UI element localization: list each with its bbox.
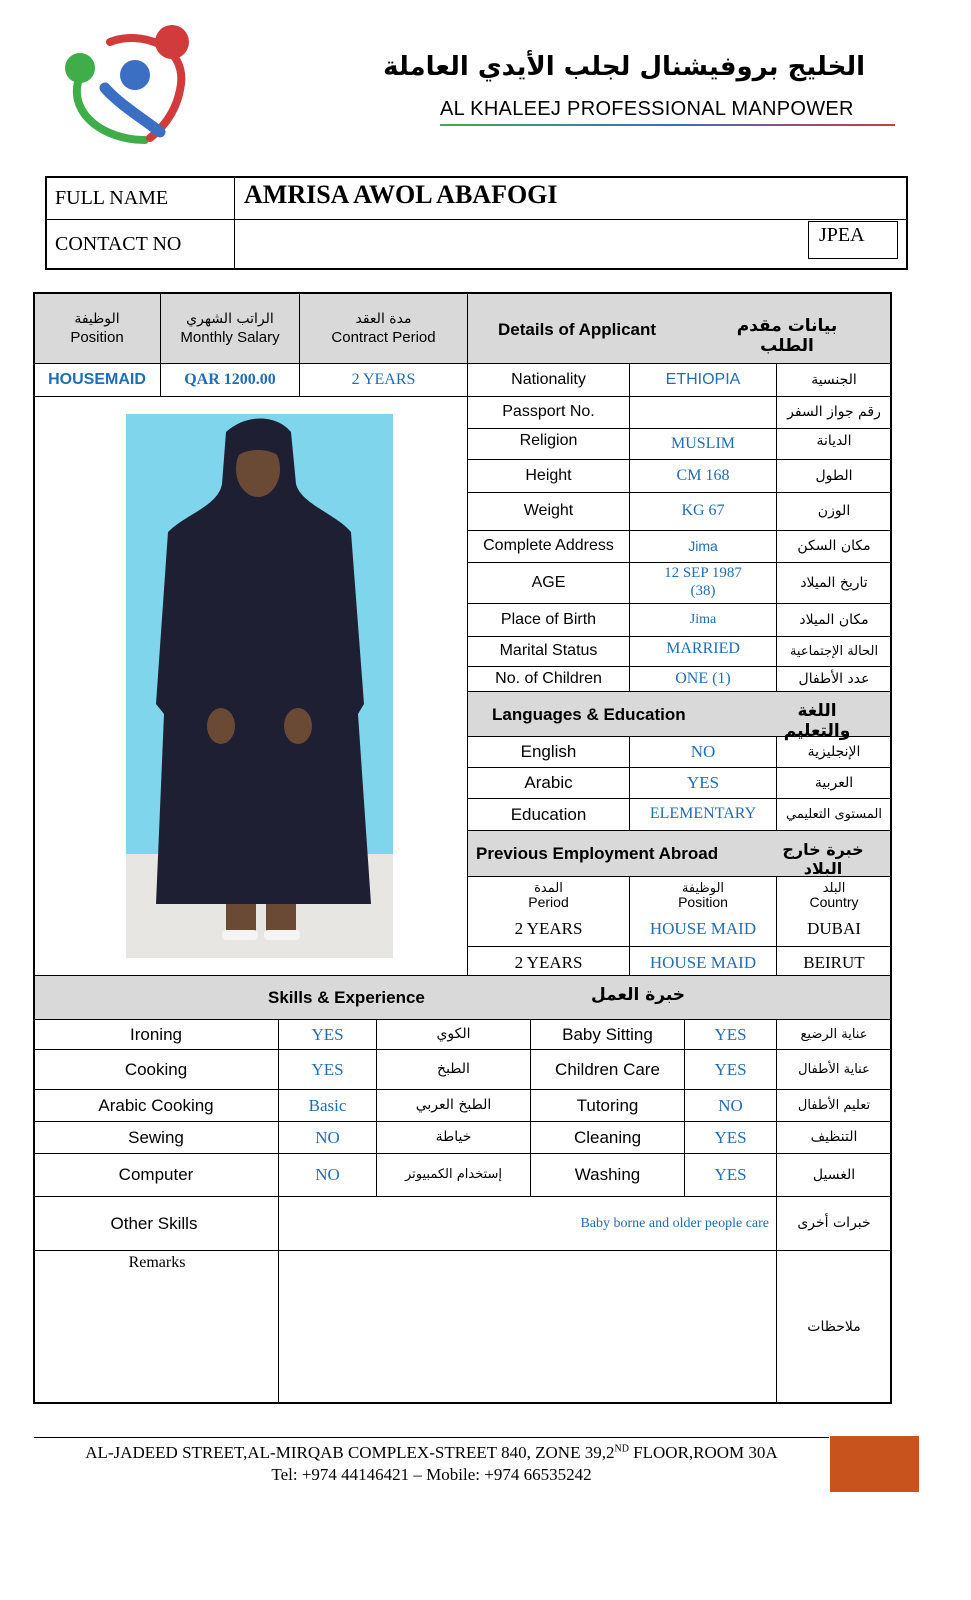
skill-ironing-value: YES [311, 1024, 344, 1044]
height-label: Height [525, 466, 572, 484]
education-label-ar: المستوى التعليمي [786, 806, 882, 822]
birthplace-value: Jima [689, 611, 717, 627]
skill-arabic-cooking-label: Arabic Cooking [98, 1095, 214, 1115]
skill-cleaning-value: YES [714, 1127, 747, 1147]
position-value: HOUSEMAID [48, 370, 146, 388]
remarks-label-ar: ملاحظات [807, 1318, 861, 1335]
marital-label: Marital Status [499, 642, 598, 660]
religion-label: Religion [519, 431, 578, 449]
emp-row-2-country: BEIRUT [803, 953, 865, 973]
skill-babysitting-label: Baby Sitting [562, 1024, 653, 1044]
skill-sewing-label-ar: خياطة [435, 1129, 472, 1146]
address-label-ar: مكان السكن [797, 538, 871, 555]
children-label-ar: عدد الأطفال [798, 670, 870, 687]
skill-tutoring-label: Tutoring [576, 1095, 639, 1115]
company-logo [50, 20, 200, 148]
full-name-label: FULL NAME [55, 187, 169, 209]
emp-row-2-position: HOUSE MAID [649, 953, 757, 973]
languages-title-en: Languages & Education [492, 705, 686, 724]
skill-cooking-label: Cooking [124, 1059, 188, 1079]
footer-divider [34, 1437, 829, 1438]
skill-babysitting-label-ar: عناية الرضيع [800, 1026, 868, 1042]
other-skills-label-ar: خبرات أخرى [797, 1215, 871, 1232]
arabic-value: YES [686, 773, 720, 793]
nationality-label: Nationality [511, 370, 586, 388]
emp-period-header: المدة Period [528, 880, 569, 911]
emp-position-header: الوظيفة Position [678, 880, 728, 911]
contract-period-value: 2 YEARS [351, 370, 416, 388]
emp-row-1-position: HOUSE MAID [649, 919, 757, 939]
other-skills-value: Baby borne and older people care [580, 1216, 769, 1231]
emp-row-1-period: 2 YEARS [514, 919, 583, 939]
details-title-en: Details of Applicant [498, 320, 657, 339]
languages-title-ar: اللغة والتعليم [783, 701, 851, 741]
employment-title-en: Previous Employment Abroad [476, 844, 719, 863]
english-label: English [520, 742, 577, 762]
skills-title-en: Skills & Experience [268, 988, 425, 1007]
age-label: AGE [531, 573, 566, 591]
agency-code-box [808, 221, 898, 259]
education-label: Education [510, 804, 587, 824]
emp-row-2-period: 2 YEARS [514, 953, 583, 973]
emp-row-1-country: DUBAI [807, 919, 861, 939]
footer-address: AL-JADEED STREET,AL-MIRQAB COMPLEX-STREET 840, ZONE 39,2ND FLOOR,ROOM 30A [85, 1443, 778, 1462]
children-value: ONE (1) [675, 669, 731, 687]
footer-accent-block [830, 1436, 919, 1492]
skill-cooking-value: YES [311, 1059, 344, 1079]
skill-washing-label-ar: الغسيل [812, 1166, 856, 1183]
arabic-label: Arabic [524, 773, 573, 793]
position-header: الوظيفة Position [70, 310, 124, 347]
remarks-label: Remarks [128, 1254, 186, 1271]
birthplace-label-ar: مكان الميلاد [799, 611, 869, 628]
skill-childcare-label: Children Care [555, 1059, 660, 1079]
skill-childcare-label-ar: عناية الأطفال [798, 1061, 870, 1077]
salary-value: QAR 1200.00 [184, 370, 276, 388]
religion-label-ar: الديانة [816, 432, 852, 449]
marital-value: MARRIED [666, 639, 740, 657]
weight-label: Weight [523, 502, 574, 520]
skills-title-ar: خبرة العمل [590, 985, 686, 1005]
passport-label: Passport No. [502, 403, 595, 421]
other-skills-label: Other Skills [110, 1213, 198, 1233]
skill-washing-value: YES [714, 1165, 747, 1185]
skill-ironing-label-ar: الكوي [436, 1026, 471, 1043]
skill-arabic-cooking-value: Basic [308, 1095, 347, 1115]
weight-label-ar: الوزن [817, 503, 851, 520]
header-underline-accent [440, 124, 895, 126]
marital-label-ar: الحالة الإجتماعية [789, 643, 879, 659]
footer-phones: Tel: +974 44146421 – Mobile: +974 66535242 [271, 1465, 592, 1484]
arabic-label-ar: العربية [814, 774, 854, 791]
height-value: CM 168 [676, 466, 730, 484]
english-value: NO [690, 742, 716, 762]
age-value [630, 563, 776, 603]
nationality-value: ETHIOPIA [665, 370, 741, 388]
agency-code: JPEA [819, 224, 865, 246]
address-value: Jima [688, 538, 718, 555]
height-label-ar: الطول [815, 467, 853, 484]
skill-ironing-label: Ironing [130, 1024, 182, 1044]
employment-title-ar: خبرة خارج البلاد [782, 840, 864, 878]
skill-childcare-value: YES [714, 1059, 747, 1079]
address-label: Complete Address [483, 537, 614, 555]
skill-babysitting-value: YES [714, 1024, 747, 1044]
contract-period-header: مدة العقد Contract Period [331, 310, 436, 347]
skill-cooking-label-ar: الطبخ [437, 1061, 470, 1078]
skill-computer-label-ar: إستخدام الكمبيوتر [404, 1167, 503, 1183]
english-label-ar: الإنجليزية [807, 743, 861, 760]
skill-cleaning-label-ar: التنظيف [810, 1129, 858, 1146]
applicant-photo [126, 414, 393, 958]
education-value: ELEMENTARY [649, 805, 757, 823]
skill-tutoring-value: NO [718, 1095, 743, 1115]
company-name-arabic: الخليج بروفيشنال لجلب الأيدي العاملة [383, 52, 865, 82]
religion-value: MUSLIM [670, 434, 735, 452]
remarks-area [279, 1251, 776, 1403]
full-name-value: AMRISA AWOL ABAFOGI [244, 180, 558, 209]
skill-sewing-value: NO [315, 1127, 340, 1147]
age-years: (38) [690, 583, 716, 599]
contact-label: CONTACT NO [55, 233, 182, 255]
skill-computer-value: NO [315, 1165, 340, 1185]
skill-tutoring-label-ar: تعليم الأطفال [797, 1097, 871, 1113]
birth-date: 12 SEP 1987 [664, 565, 742, 582]
birthplace-label: Place of Birth [500, 610, 597, 628]
passport-label-ar: رقم جواز السفر [787, 404, 881, 421]
skill-sewing-label: Sewing [128, 1127, 184, 1147]
skill-computer-label: Computer [118, 1165, 194, 1185]
skill-arabic-cooking-label-ar: الطبخ العربي [415, 1097, 492, 1114]
age-label-ar: تاريخ الميلاد [800, 574, 868, 591]
children-label: No. of Children [495, 669, 602, 687]
passport-value [630, 397, 776, 428]
weight-value: KG 67 [681, 502, 725, 520]
details-title-ar: بيانات مقدم الطلب [736, 316, 838, 356]
nationality-label-ar: الجنسية [811, 371, 857, 388]
salary-header: الراتب الشهري Monthly Salary [180, 310, 280, 347]
company-name-english: AL KHALEEJ PROFESSIONAL MANPOWER [440, 98, 854, 120]
emp-country-header: البلد Country [809, 880, 859, 911]
skill-washing-label: Washing [574, 1165, 641, 1185]
skill-cleaning-label: Cleaning [573, 1127, 642, 1147]
